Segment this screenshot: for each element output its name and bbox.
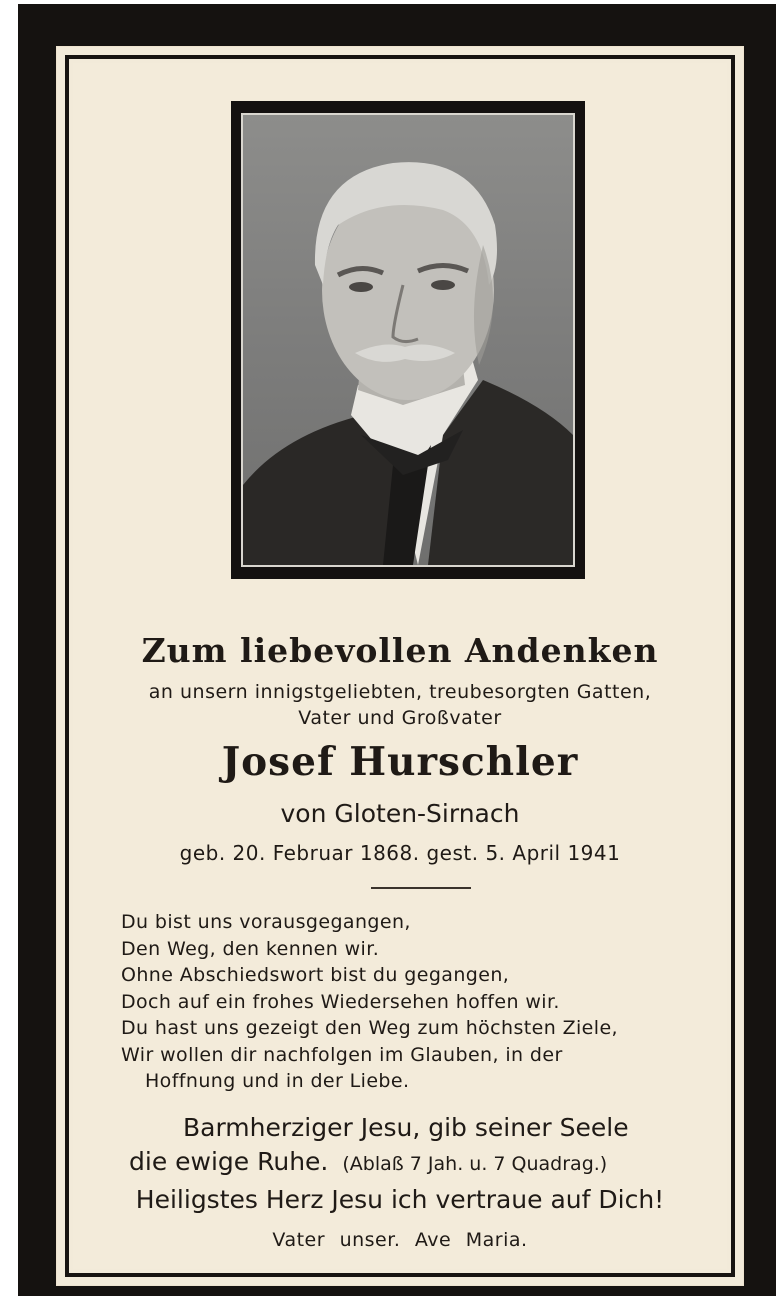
portrait-photo [243, 115, 573, 565]
prayer-line-1: Barmherziger Jesu, gib seiner Seele [183, 1113, 629, 1142]
poem-line: Hoffnung und in der Liebe. [145, 1070, 410, 1092]
prayer-line-2-text: die ewige Ruhe. [129, 1147, 329, 1176]
poem-line: Du hast uns gezeigt den Weg zum höchsten Ziele, [121, 1017, 618, 1039]
portrait-frame [231, 101, 585, 579]
memorial-card [18, 4, 776, 1296]
memorial-heading: Zum liebevollen Andenken [141, 631, 659, 670]
origin-place: von Gloten-Sirnach [280, 799, 520, 828]
memorial-poem [121, 909, 721, 1095]
poem-line: Den Weg, den kennen wir. [121, 937, 380, 960]
indulgence-note: (Ablaß 7 Jah. u. 7 Quadrag.) [342, 1153, 608, 1175]
poem-line: Doch auf ein frohes Wiedersehen hoffen wir. [121, 990, 560, 1013]
poem-line: Wir wollen dir nachfolgen im Glauben, in der [121, 1043, 563, 1066]
life-dates: geb. 20. Februar 1868. gest. 5. April 1941 [179, 841, 621, 865]
dedication-line-2: Vater und Großvater [298, 707, 502, 729]
mourning-border [65, 55, 735, 1277]
deceased-name: Josef Hurschler [221, 739, 579, 785]
poem-line: Ohne Abschiedswort bist du gegangen, [121, 964, 510, 986]
closing-prayers: Vater unser. Ave Maria. [272, 1229, 528, 1251]
prayer-line-3: Heiligstes Herz Jesu ich vertraue auf Dich! [135, 1185, 665, 1214]
portrait-icon [243, 115, 573, 565]
prayer-line-2 [129, 1147, 607, 1176]
card-paper [73, 63, 727, 1269]
poem-line: Du bist uns vorausgegangen, [121, 911, 411, 933]
dedication-line-1: an unsern innigstgeliebten, treubesorgten Gatten, [148, 681, 652, 703]
divider-rule [371, 887, 471, 889]
card-sheet [56, 46, 744, 1286]
